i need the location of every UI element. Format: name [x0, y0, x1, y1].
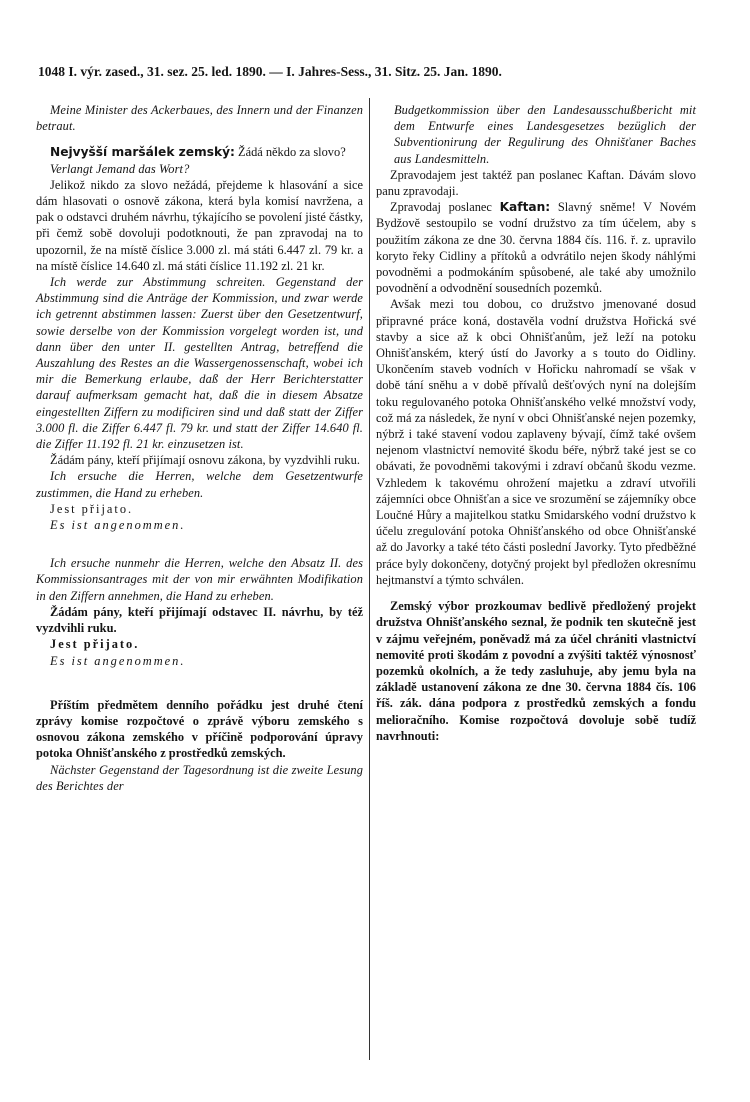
paragraph-right-3 — [376, 199, 696, 296]
paragraph-left-1: Meine Minister des Ackerbaues, des Innern und der Finanzen betraut. — [36, 103, 363, 134]
header-right: I. Jahres-Sess., 31. Sitz. 25. Jan. 1890. — [286, 64, 502, 79]
paragraph-left-6: Žádám pány, kteří přijímají osnovu zákona, by vyzdvihli ruku. — [50, 453, 360, 468]
paragraph-left-4: Jelikož nikdo za slovo nežádá, přejdeme k hlasování a sice dám hlasovati o osnově zákona, která byla komisí navržena, a pak o odstavci druhém návrhu, týkajícího se povolení jisté částky, při čemž sobě dovoluji podotknouti, že pan zpravodaj na to upozornil, že na místě číslice 3.000 zl. má státi 6.447 zl. 79 kr. a na místě číslice 14.640 zl. má státi číslice 11.192 zl. 21 kr. — [36, 177, 363, 273]
paragraph-left-10: Ich ersuche nunmehr die Herren, welche den Absatz II. des Kommissionsantrages mit der von mir erwähnten Modifikation in den Ziffern annehmen, die Hand zu erheben. — [36, 556, 363, 603]
paragraph-right-2: Zpravodajem jest taktéž pan poslanec Kaftan. Dávám slovo panu zpravodaji. — [376, 167, 696, 199]
speaker-name-marshal: Nejvyšší maršálek zemský: — [50, 145, 235, 160]
paragraph-left-7: Ich ersuche die Herren, welche dem Gesetzentwurfe zustimmen, die Hand zu erheben. — [36, 469, 363, 500]
paragraph-left-14: Příštím předmětem denního pořádku jest druhé čtení zprávy komise rozpočtové o zprávě výboru zemského s osnovou zákona zemského v příčině podporování úpravy potoka Ohnišťanského z prostředků zemských. — [36, 697, 363, 761]
left-column — [36, 102, 363, 794]
paragraph-left-2 — [36, 144, 363, 160]
paragraph-left-9: Es ist angenommen. — [50, 518, 186, 533]
paragraph-left-8: Jest přijato. — [50, 501, 134, 516]
paragraph-left-13: Es ist angenommen. — [50, 653, 186, 668]
reporter-prefix: Zpravodaj poslanec — [390, 200, 500, 215]
paragraph-right-4: Avšak mezi tou dobou, co družstvo jmenované dosud připravné práce koná, dostavěla vodní družstva Hořická své stavby a sice až k obci Ohnišťanům, jež leží na potoku Ohnišťanském, který ústí do Javorky a s touto do Oidliny. Ukončením staveb vodních v Hořicku nahromadí se však v době tání sněhu a v době přívalů dešťových nyní na dolejším toku regulovaného potoka Ohnišťanského velké množství vody, což má za následek, že nyní v obci Ohnišťanské nejen pozemky, nýbrž i také stavení vodou zaplaveny bývají, čímž také ovšem nejenom vlastnictví nemovité škodu béře, nýbrž také jest se co obávati, že povodněmi takovými i zdraví občanů škodu vezme. Vzhledem k takovému ohrožení majetku a zdraví utvořili zájemníci obce Ohnišťan a sice ve srozumění se zájemníky obce Loučné Hůry a majitelkou statku Smidarského vodní družstvo k účelu zregulování potoka Ohnišťanského od obce Ohnišťanské až do Javorky a také této části poslední Javorky. Tyto předběžné práce byly dokončeny, dotyčný projekt byl předložen okresnímu hejtmanství a týmto schválen. — [376, 297, 696, 587]
speaker-text-kaftan: Slavný sněme! V Novém Bydžově sestoupilo se vodní družstvo za tím účelem, aby s použitím zákona ze dne 30. června 1884 čís. 116. ř. z. upravilo koryto řeky Cidliny a přítoků a odvrátilo nejen škody náhlými povodněmi a podmokáním spůsobené, ale také aby umožnilo povodnění a odvodnění sousedních pozemků. — [376, 200, 696, 296]
page-header — [38, 64, 698, 80]
right-column — [376, 102, 696, 744]
paragraph-left-12: Jest přijato. — [50, 637, 140, 652]
speaker-name-kaftan: Kaftan: — [499, 200, 551, 215]
column-divider — [369, 98, 370, 1060]
paragraph-left-5: Ich werde zur Abstimmung schreiten. Gegenstand der Abstimmung sind die Anträge der Kommission, und zwar werde ich getrennt abstimmen lassen: Zuerst über den Gesetzentwurf, sowie derselbe von der Kommission vorgelegt worden ist, und dann über den unter II. gestellten Antrag, betreffend die Auszahlung des Restes an die Wassergenossenschaft, wobei ich mir die Bemerkung erlaube, daß der Herr Berichterstatter darauf aufmerksam gemacht hat, daß die in diesem Absatze eingestellten Ziffern zu modificiren sind und daß statt der Ziffer 3.000 fl. die Ziffer 6.447 fl. 79 kr. und statt der Ziffer 14.640 fl. die Ziffer 11.192 fl. 21 kr. einzusetzen ist. — [36, 275, 363, 452]
paragraph-right-1: Budgetkommission über den Landesausschußbericht mit dem Entwurfe eines Landesgesetzes bezüglich der Subventionirung der Regulirung des Ohnišťaner Baches aus Landesmitteln. — [394, 103, 696, 166]
speaker-text-marshal: Žádá někdo za slovo? — [234, 145, 346, 160]
header-left: 1048 I. výr. zased., 31. sez. 25. led. 1890. — [38, 64, 266, 79]
paragraph-left-3: Verlangt Jemand das Wort? — [50, 161, 190, 176]
paragraph-left-11: Žádám pány, kteří přijímají odstavec II. návrhu, by též vyzdvihli ruku. — [36, 604, 363, 636]
paragraph-left-15: Nächster Gegenstand der Tagesordnung ist die zweite Lesung des Berichtes der — [36, 762, 363, 793]
paragraph-right-5: Zemský výbor prozkoumav bedlivě předložený projekt družstva Ohnišťanského seznal, že podnik ten skutečně jest v zájmu veřejném, poněvadž má za účel chrániti vlastnictví nemovité proti škodám z povodní a zvýšiti taktéž výnosnosť pozemků okolních, a že tedy zasluhuje, aby jemu byla na základě ustanovení zákona ze dne 30. června 1884 čís. 106 říš. zák. dána podpora z prostředků zemských a fondu melioračního. Komise rozpočtová dovoluje sobě tudíž navrhnouti: — [376, 599, 696, 743]
header-separator: — — [265, 64, 287, 79]
